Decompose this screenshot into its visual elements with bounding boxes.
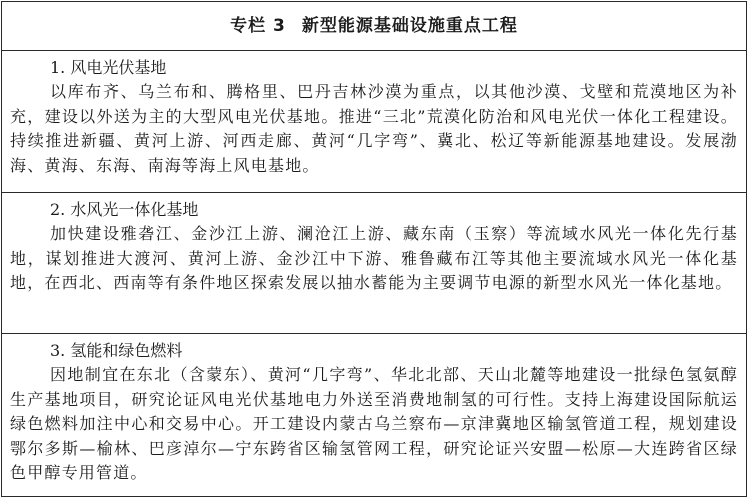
section-wind-solar	[2, 51, 746, 193]
section-hydro-wind-solar	[2, 193, 746, 334]
section-hydrogen-green-fuel	[2, 334, 746, 497]
section-heading: 2. 水风光一体化基地	[50, 200, 199, 219]
section-heading: 3. 氢能和绿色燃料	[50, 341, 183, 360]
section-body: 以库布齐、乌兰布和、腾格里、巴丹吉林沙漠为重点，以其他沙漠、戈壁和荒漠地区为补充，建设以外送为主的大型风电光伏基地。推进“三北”荒漠化防治和风电光伏一体化工程建设。持续推进新疆、黄河上游、河西走廊、黄河“几字弯”、冀北、松辽等新能源基地建设。发展渤海、黄海、东海、南海等海上风电基地。	[10, 82, 738, 175]
box-title-text: 新型能源基础设施重点工程	[301, 16, 518, 36]
feature-box	[1, 1, 747, 497]
section-heading: 1. 风电光伏基地	[50, 58, 167, 77]
section-body: 因地制宜在东北（含蒙东）、黄河“几字弯”、华北北部、天山北麓等地建设一批绿色氢氨醇生产基地项目，研究论证风电光伏基地电力外送至消费地制氢的可行性。支持上海建设国际航运绿色燃料加注中心和交易中心。开工建设内蒙古乌兰察布—京津冀地区输氢管道工程，规划建设鄂尔多斯—榆林、巴彦淖尔—宁东跨省区输氢管网工程，研究论证兴安盟—松原—大连跨省区绿色甲醇专用管道。	[10, 365, 738, 482]
box-title	[2, 2, 746, 51]
section-body: 加快建设雅砻江、金沙江上游、澜沧江上游、藏东南（玉察）等流域水风光一体化先行基地，谋划推进大渡河、黄河上游、金沙江中下游、雅鲁藏布江等其他主要流域水风光一体化基地，在西北、西南等有条件地区探索发展以抽水蓄能为主要调节电源的新型水风光一体化基地。	[10, 224, 738, 292]
box-title-prefix: 专栏 3	[230, 16, 286, 36]
